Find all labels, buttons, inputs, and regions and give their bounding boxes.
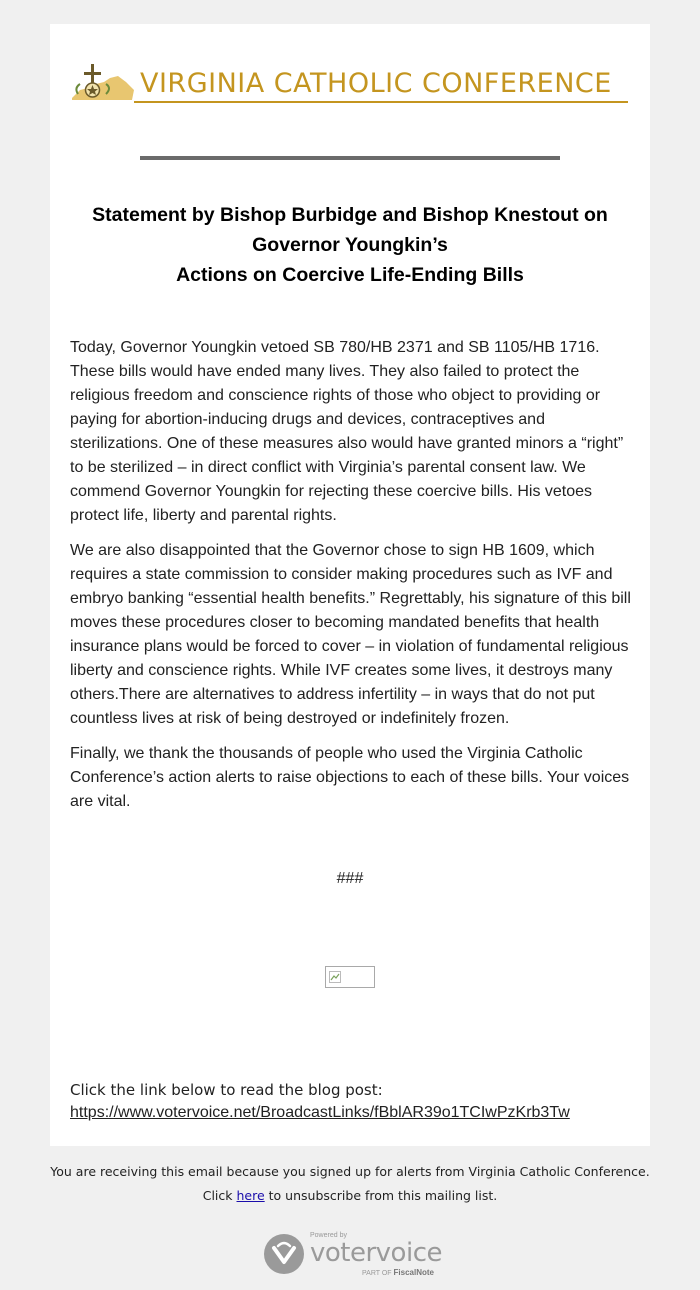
paragraph-3: Finally, we thank the thousands of people who used the Virginia Catholic Conference’s action alerts to raise objections to each of these bills. Your voices are vital. [70,745,630,810]
email-footer [0,1160,700,1208]
unsubscribe-suffix: to unsubscribe from this mailing list. [268,1188,498,1203]
virginia-map-cross-icon [70,60,136,106]
header-divider [140,156,560,160]
votervoice-logo-icon [264,1234,304,1274]
blog-post-label: Click the link below to read the blog post: [70,1081,383,1099]
part-of-prefix: PART OF [362,1270,392,1277]
paragraph-1: Today, Governor Youngkin vetoed SB 780/HB 2371 and SB 1105/HB 1716. These bills would have ended many lives. They also failed to protect the religious freedom and conscience rights of those who object to providing or paying for abortion-inducing drugs and devices, contraceptives and sterilizations. One of these measures also would have granted minors a “right” to be sterilized – in direct conflict with Virginia’s parental consent law. We commend Governor Youngkin for rejecting these coercive bills. His vetoes protect life, liberty and parental rights. [70,339,624,524]
votervoice-wordmark: votervoice [310,1238,442,1268]
vcc-logo[interactable] [70,60,630,106]
title-line-1: Statement by Bishop Burbidge and Bishop Knestout on [92,204,608,226]
part-of-label [362,1268,434,1277]
statement-title [70,200,630,290]
end-marker: ### [336,870,364,887]
unsubscribe-link[interactable]: here [236,1188,265,1203]
broken-image-placeholder [325,966,375,988]
votervoice-badge[interactable] [264,1232,440,1278]
logo-underline [134,101,628,103]
footer-unsubscribe-line [0,1184,700,1208]
title-line-2: Governor Youngkin’s [252,234,448,256]
broken-image-icon [329,970,341,982]
blog-post-link[interactable]: https://www.votervoice.net/BroadcastLinks/fBblAR39o1TCIwPzKrb3Tw [70,1104,570,1121]
paragraph-2: We are also disappointed that the Governor chose to sign HB 1609, which requires a state commission to consider making procedures such as IVF and embryo banking “essential health benefits.” Regrettably, his signature of this bill moves these procedures closer to becoming mandated benefits that health insurance plans would be forced to cover – in violation of fundamental religious liberty and conscience rights. While IVF creates some lives, it destroys many others.There are alternatives to address infertility – in ways that do not put countless lives at risk of being destroyed or indefinitely frozen. [70,542,631,727]
powered-by-label: Powered by [310,1232,347,1239]
statement-body [70,336,636,825]
footer-notice: You are receiving this email because you signed up for alerts from Virginia Catholic Conference. [50,1164,650,1179]
email-card [50,24,650,1146]
title-line-3: Actions on Coercive Life-Ending Bills [176,264,524,286]
logo-wordmark: VIRGINIA CATHOLIC CONFERENCE [140,68,612,99]
unsubscribe-prefix: Click [202,1188,233,1203]
fiscalnote-wordmark: FiscalNote [393,1268,434,1277]
